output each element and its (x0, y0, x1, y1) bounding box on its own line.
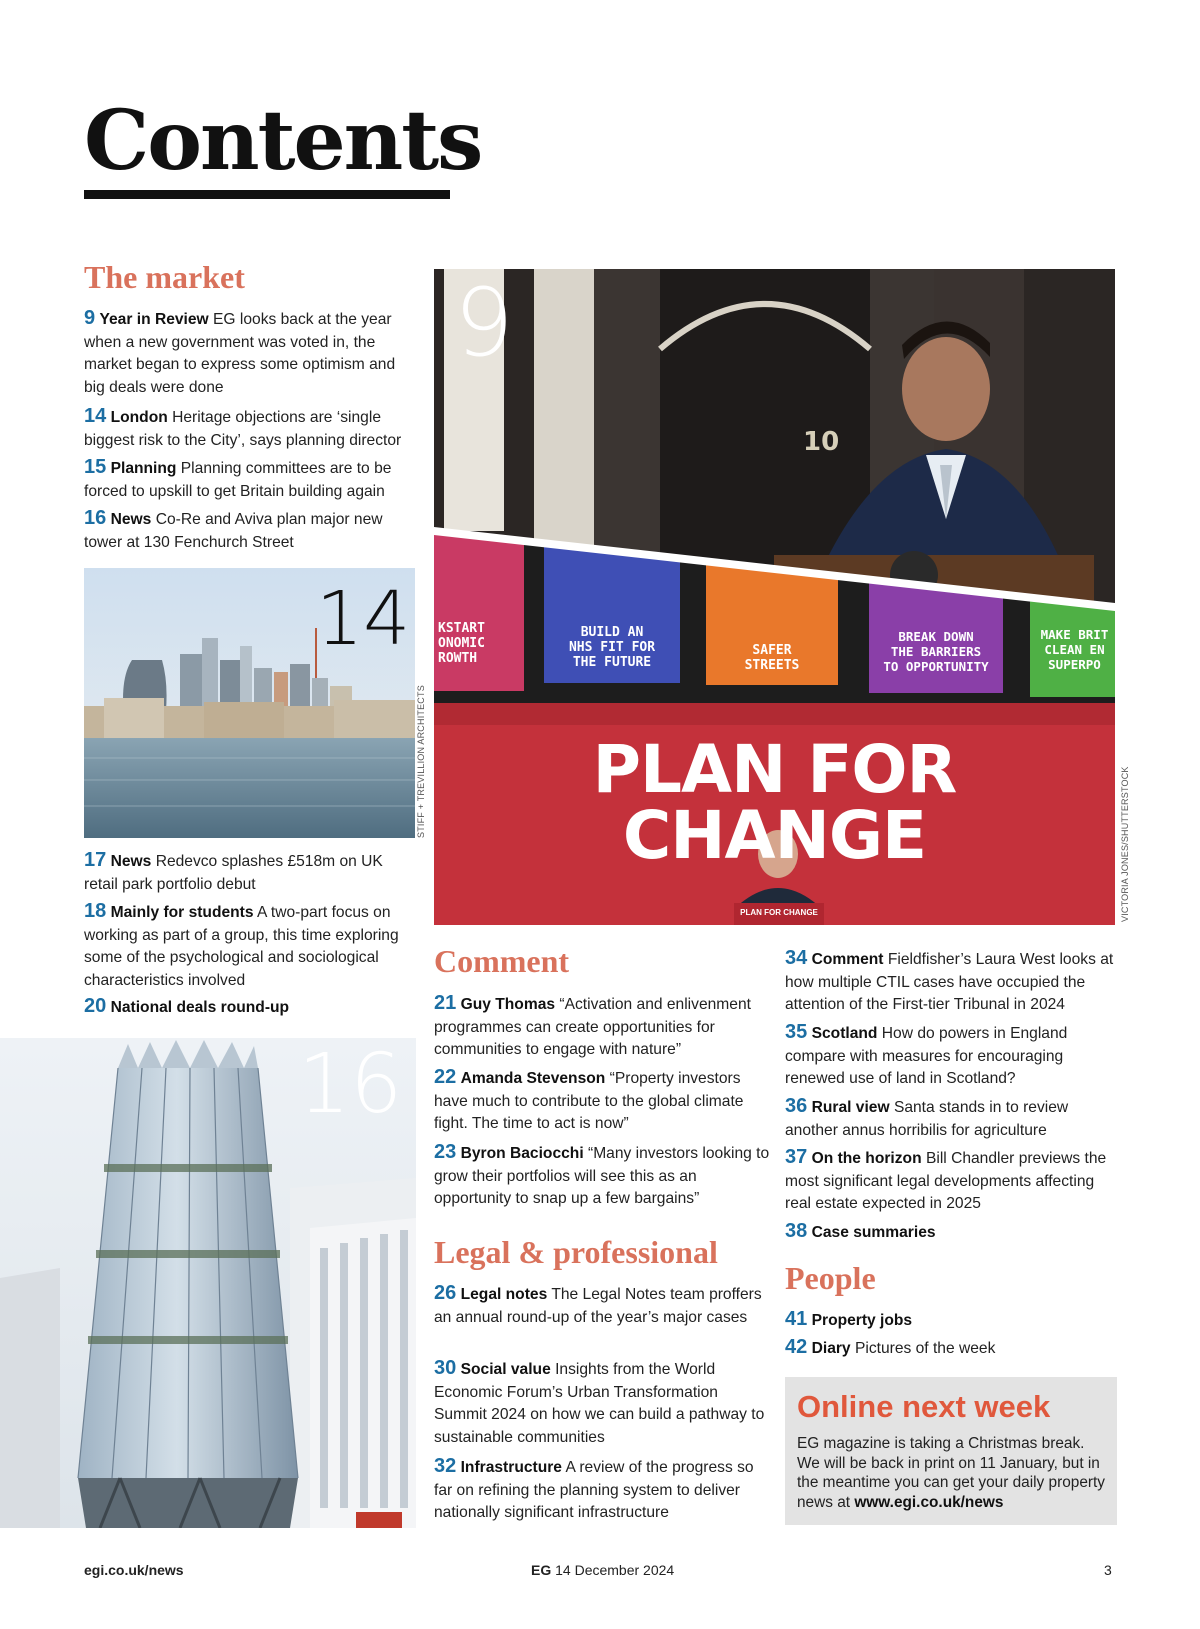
toc-entry[interactable] (434, 992, 770, 1062)
entry-tag: Scotland (811, 1025, 878, 1042)
page-number: 9 (84, 307, 96, 329)
page-title: Contents (84, 93, 482, 189)
page-number: 32 (434, 1455, 457, 1477)
photo-credit: VICTORIA JONES/SHUTTERSTOCK (1120, 766, 1130, 922)
toc-entry[interactable] (84, 405, 414, 452)
toc-entry[interactable] (84, 307, 414, 399)
footer-date: 14 December 2024 (555, 1562, 675, 1578)
entry-text: A review of the progress so far on refining the planning system to deliver nationally significant infrastructure (434, 1459, 754, 1522)
toc-entry[interactable] (84, 456, 414, 503)
toc-entry[interactable] (84, 995, 414, 1020)
entry-tag: News (110, 511, 152, 528)
toc-entry[interactable] (434, 1066, 770, 1136)
page-number: 38 (785, 1220, 808, 1242)
page-number: 41 (785, 1308, 808, 1330)
entry-text: Insights from the World Economic Forum’s Urban Transformation Summit 2024 on how we can build a pathway to sustainable communities (434, 1361, 765, 1446)
online-heading: Online next week (797, 1389, 1051, 1424)
footer-brand: EG (531, 1562, 552, 1578)
page-number: 26 (434, 1282, 457, 1304)
photo-political-split (434, 269, 1115, 925)
entry-tag: Comment (811, 951, 884, 968)
entry-text: “Property investors have much to contribute to the global climate fight. The time to act is now” (434, 1070, 744, 1133)
toc-entry[interactable] (84, 900, 414, 992)
toc-entry[interactable] (434, 1357, 770, 1449)
podium-sign: PLAN FOR CHANGE (740, 908, 818, 917)
entry-tag: On the horizon (811, 1150, 922, 1167)
online-link[interactable]: www.egi.co.uk/news (854, 1493, 1004, 1511)
entry-text: “Activation and enlivenment programmes can create opportunities for communities to engage with nature” (434, 996, 751, 1059)
page-number: 20 (84, 995, 107, 1017)
page-number: 23 (434, 1141, 457, 1163)
placard-text: MAKE BRIT CLEAN EN SUPERPO (1040, 627, 1109, 672)
page-number: 42 (785, 1336, 808, 1358)
photo-city-skyline (84, 568, 415, 838)
entry-text: EG looks back at the year when a new government was voted in, the market began to express some optimism and big deals were done (84, 311, 396, 396)
page-number: 16 (84, 507, 107, 529)
footer-issue (531, 1562, 674, 1578)
toc-entry[interactable] (785, 1220, 1117, 1245)
online-next-week-box (785, 1377, 1117, 1525)
entry-tag: National deals round-up (110, 999, 290, 1016)
entry-tag: Infrastructure (460, 1459, 562, 1476)
section-heading-market: The market (84, 259, 245, 295)
placard-text: SAFER STREETS (744, 643, 800, 673)
toc-entry[interactable] (785, 947, 1117, 1017)
entry-text: Planning committees are to be forced to upskill to get Britain building again (84, 460, 392, 500)
online-body (797, 1434, 1105, 1512)
toc-entry[interactable] (785, 1095, 1117, 1142)
feature-page-number: 9 (454, 269, 514, 378)
toc-entry[interactable] (785, 1021, 1117, 1091)
toc-entry[interactable] (84, 849, 414, 896)
entry-text: “Many investors looking to grow their portfolios will see this as an opportunity to snap up a few bargains” (434, 1145, 770, 1208)
toc-entry[interactable] (84, 507, 414, 554)
page-number-footer: 3 (1104, 1562, 1112, 1578)
photo-fenchurch-tower (0, 1038, 416, 1528)
page-number: 21 (434, 992, 457, 1014)
entry-text: How do powers in England compare with measures for encouraging renewed use of land in Scotland? (785, 1025, 1068, 1088)
toc-entry[interactable] (434, 1455, 770, 1525)
entry-text: Redevco splashes £518m on UK retail park portfolio debut (84, 853, 383, 893)
photo-credit: STIFF + TREVILLION ARCHITECTS (416, 685, 426, 838)
entry-text: Santa stands in to review another annus horribilis for agriculture (785, 1099, 1069, 1139)
placard-text: KSTART ONOMIC ROWTH (438, 621, 485, 666)
toc-entry[interactable] (434, 1282, 770, 1329)
feature-page-number: 14 (316, 576, 411, 662)
page-number: 17 (84, 849, 107, 871)
entry-tag: Social value (460, 1361, 551, 1378)
page-number: 22 (434, 1066, 457, 1088)
page-number: 34 (785, 947, 808, 969)
entry-tag: Planning (110, 460, 177, 477)
page-number: 15 (84, 456, 107, 478)
entry-tag: Guy Thomas (460, 996, 556, 1013)
section-heading-legal: Legal & professional (434, 1234, 718, 1270)
page-number: 30 (434, 1357, 457, 1379)
toc-entry[interactable] (434, 1141, 770, 1211)
entry-tag: London (110, 409, 168, 426)
page-number: 36 (785, 1095, 808, 1117)
title-underline (84, 190, 450, 199)
section-heading-people: People (785, 1260, 876, 1296)
section-heading-comment: Comment (434, 943, 570, 979)
entry-tag: Legal notes (460, 1286, 548, 1303)
entry-tag: News (110, 853, 152, 870)
online-text: EG magazine is taking a Christmas break. We will be back in print on 11 January, but in the meantime you can get your daily property news at (797, 1435, 1105, 1511)
entry-text: A two-part focus on working as part of a group, this time exploring some of the psychological and sociological characteristics involved (84, 904, 399, 989)
entry-tag: Property jobs (811, 1312, 913, 1329)
entry-text: Pictures of the week (854, 1340, 996, 1357)
entry-tag: Rural view (811, 1099, 890, 1116)
placard-text: BREAK DOWN THE BARRIERS TO OPPORTUNITY (883, 629, 989, 674)
entry-text: Fieldfisher’s Laura West looks at how multiple CTIL cases have occupied the attention of the First-tier Tribunal in 2024 (785, 951, 1114, 1014)
feature-page-number: 16 (298, 1038, 403, 1132)
entry-text: Co-Re and Aviva plan major new tower at 130 Fenchurch Street (84, 511, 383, 551)
toc-entry[interactable] (785, 1308, 1117, 1333)
page-number: 14 (84, 405, 107, 427)
entry-tag: Mainly for students (110, 904, 254, 921)
entry-tag: Diary (811, 1340, 851, 1357)
toc-entry[interactable] (785, 1336, 1117, 1361)
entry-text: The Legal Notes team proffers an annual round-up of the year’s major cases (434, 1286, 762, 1326)
page-number: 18 (84, 900, 107, 922)
footer-website[interactable]: egi.co.uk/news (84, 1562, 184, 1578)
page-number: 37 (785, 1146, 808, 1168)
entry-tag: Byron Baciocchi (460, 1145, 584, 1162)
entry-text: Heritage objections are ‘single biggest risk to the City’, says planning director (84, 409, 402, 449)
page-number: 35 (785, 1021, 808, 1043)
banner-text: PLAN FOR CHANGE (592, 731, 957, 874)
toc-entry[interactable] (785, 1146, 1117, 1216)
entry-text: Bill Chandler previews the most significant legal developments affecting real estate expected in 2025 (785, 1150, 1107, 1213)
placard-text: BUILD AN NHS FIT FOR THE FUTURE (568, 625, 656, 670)
entry-tag: Year in Review (99, 311, 209, 328)
door-number: 10 (803, 427, 840, 457)
entry-tag: Case summaries (811, 1224, 936, 1241)
entry-tag: Amanda Stevenson (460, 1070, 606, 1087)
